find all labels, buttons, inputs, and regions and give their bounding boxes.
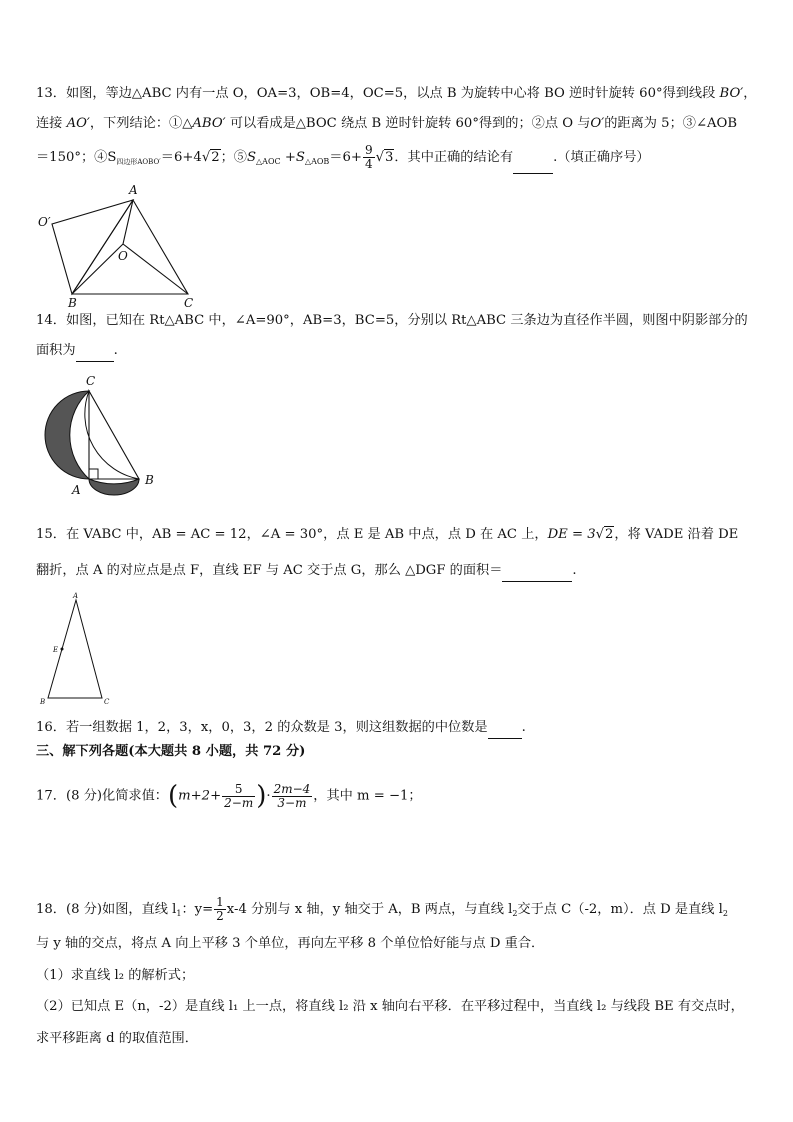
- q14-line2: [36, 341, 766, 362]
- q18-sub3: 求平移距离 d 的取值范围．: [36, 1031, 198, 1046]
- q13-figure: [36, 178, 216, 308]
- q14-label-a: A: [72, 483, 81, 497]
- q16-answer-blank[interactable]: [488, 718, 522, 739]
- q18-frac-num: 1: [216, 895, 224, 909]
- q13-bo-prime: BO′: [719, 86, 744, 101]
- q13-quad-subscript: 四边形AOBO′: [116, 158, 161, 166]
- q15-text-1a: 15．在 VABC 中，AB = AC = 12，∠A = 30°，点 E 是 AB 中点，点 D 在 AC 上，: [36, 527, 548, 542]
- q18-sub-2: 2: [512, 909, 518, 918]
- q14-text-2a: 面积为: [36, 343, 76, 358]
- q13-label-o: O: [118, 249, 128, 263]
- q13-sqrt2: 2: [211, 150, 220, 165]
- q13-text-3j: ＝6+: [329, 150, 362, 165]
- q18-text-1c: ：y=: [181, 902, 214, 917]
- q17-frac1-num: 5: [222, 783, 255, 797]
- q15-label-e: E: [53, 646, 59, 654]
- q17-fraction-2: [272, 783, 313, 810]
- q15-line1: 15．在 VABC 中，AB = AC = 12，∠A = 30°，点 E 是 AB 中点，点 D 在 AC 上，DE = 3√2，将 VADE 沿着 DE: [36, 527, 739, 542]
- q17-line1: 17．(8 分)化简求值：(m+2+ $\frac{5}{2-m}$ )· $\frac{2m-4}{3-m}$ ，其中 m = −1；: [36, 781, 422, 811]
- q13-label-b: B: [68, 296, 77, 308]
- q13-label-c: C: [184, 296, 194, 308]
- q17-frac1-den: 2−m: [224, 795, 254, 810]
- section3-title: 三、解下列各题(本大题共 8 小题，共 72 分): [36, 744, 306, 759]
- q13-o-prime: O′: [590, 116, 605, 131]
- q13-ao-prime: AO′: [66, 116, 90, 131]
- q18-sub-3: 2: [722, 909, 728, 918]
- q17-expr-b: m+2+: [178, 788, 222, 804]
- q13-text-2a: 连接: [36, 116, 67, 131]
- q13-answer-blank[interactable]: [513, 143, 553, 174]
- q13-text-2e: 可以看成是△BOC 绕点 B 逆时针旋转 60°得到的；②点 O 与: [225, 116, 591, 131]
- q16-text-1a: 16．若一组数据 1，2，3，x，0，3，2 的众数是 3，则这组数据的中位数是: [36, 720, 488, 735]
- q13-s2: +S: [280, 150, 305, 165]
- q15-figure: [36, 590, 126, 710]
- q18-frac-den: 2: [216, 909, 224, 923]
- q15-label-b: B: [40, 698, 46, 706]
- q13-text-1: 13．如图，等边△ABC 内有一点 O，OA=3，OB=4，OC=5，以点 B 为旋转中心将 BO 逆时针旋转 60°得到线段: [36, 86, 720, 101]
- q15-label-a: A: [73, 592, 79, 600]
- q13-frac-num: 9: [364, 143, 373, 157]
- q14-label-c: C: [86, 374, 96, 388]
- q13-line2: [36, 114, 766, 134]
- q13-label-o-prime: O′: [38, 215, 51, 229]
- q13-text-3a: ＝150°；④S: [36, 150, 117, 165]
- q15-text-2a: 翻折，点 A 的对应点是点 F，直线 EF 与 AC 交于点 G，那么 △DGF 的面积＝: [36, 563, 503, 578]
- q13-fraction-9-4: [363, 144, 375, 171]
- q14-text-2b: .: [113, 343, 118, 358]
- q15-label-c: C: [104, 698, 110, 706]
- q17-text-h: ，其中 m = −1；: [313, 788, 422, 804]
- q17-text-a: 17．(8 分)化简求值：: [36, 788, 168, 804]
- q13-sqrt3: 3: [384, 150, 394, 165]
- q18-text-1h: 交于点 C（-2，m）．点 D 是直线 l: [517, 902, 723, 917]
- q18-fraction-half: [214, 896, 226, 923]
- q13-line1: [36, 84, 766, 104]
- q13-text-3e: ；⑤: [220, 150, 247, 165]
- q15-text-1d: ，将 VADE 沿着 DE: [614, 527, 739, 542]
- q17-dot: ·: [266, 788, 271, 804]
- q13-text-3c: ＝6+4: [160, 150, 202, 165]
- q13-text-2c: ，下列结论：①: [89, 116, 183, 131]
- q15-line2: [36, 561, 766, 582]
- q13-triangle-abo-prime: △ABO′: [182, 116, 226, 131]
- q15-text-2b: .: [572, 563, 577, 578]
- q13-label-a: A: [129, 183, 138, 197]
- q14-figure: [36, 370, 166, 505]
- q18-text-1a: 18．(8 分)如图，直线 l: [36, 902, 177, 917]
- q13-text-3n: ．其中正确的结论有: [394, 150, 514, 165]
- q18-line1: [36, 893, 766, 931]
- q17-frac2-den: 3−m: [277, 795, 307, 810]
- q13-line3: ＝150°；$④S_{四边形AOBO'}=6+4√2$；$⑤S_{\triangle AOC} +S_{\triangle AOB}=6+$ $\frac{9}{4}$ √3．其中正确的结论有 .（填正确序号）: [36, 143, 766, 177]
- q13-s1: S: [246, 150, 257, 165]
- q15-de: DE = 3: [547, 527, 596, 542]
- q14-line1: [36, 311, 766, 331]
- q13-sub-aob: △AOB: [304, 157, 330, 166]
- q13-frac-den: 4: [364, 157, 373, 171]
- q13-sub-aoc: △AOC: [256, 157, 281, 166]
- q15-answer-blank[interactable]: [502, 561, 572, 582]
- q13-text-1c: ，: [743, 86, 757, 101]
- q14-answer-blank[interactable]: [76, 341, 114, 362]
- q14-label-b: B: [145, 473, 154, 487]
- q15-sqrt2: 2: [605, 527, 614, 542]
- q18-text-1f: x-4 分别与 x 轴，y 轴交于 A，B 两点，与直线 l: [226, 902, 513, 917]
- q17-fraction-1: [222, 783, 255, 810]
- q13-text-2g: 的距离为 5；③∠AOB: [604, 116, 738, 131]
- q17-frac2-num: 2m−4: [273, 781, 311, 796]
- q16-line1: [36, 718, 766, 739]
- q13-text-3o: .（填正确序号）: [553, 150, 650, 165]
- q18-sub-1: 1: [176, 909, 182, 918]
- q16-text-1b: .: [521, 720, 526, 735]
- q14-text-1: 14．如图，已知在 Rt△ABC 中，∠A=90°，AB=3，BC=5，分别以 Rt△ABC 三条边为直径作半圆，则图中阴影部分的: [36, 313, 748, 328]
- q18-line2: 与 y 轴的交点，将点 A 向上平移 3 个单位，再向左平移 8 个单位恰好能与点 D 重合．: [36, 936, 545, 951]
- q18-sub1: （1）求直线 l₂ 的解析式；: [36, 968, 195, 983]
- q18-sub2: （2）已知点 E（n，-2）是直线 l₁ 上一点，将直线 l₂ 沿 x 轴向右平移．在平移过程中，当直线 l₂ 与线段 BE 有交点时，: [36, 999, 744, 1014]
